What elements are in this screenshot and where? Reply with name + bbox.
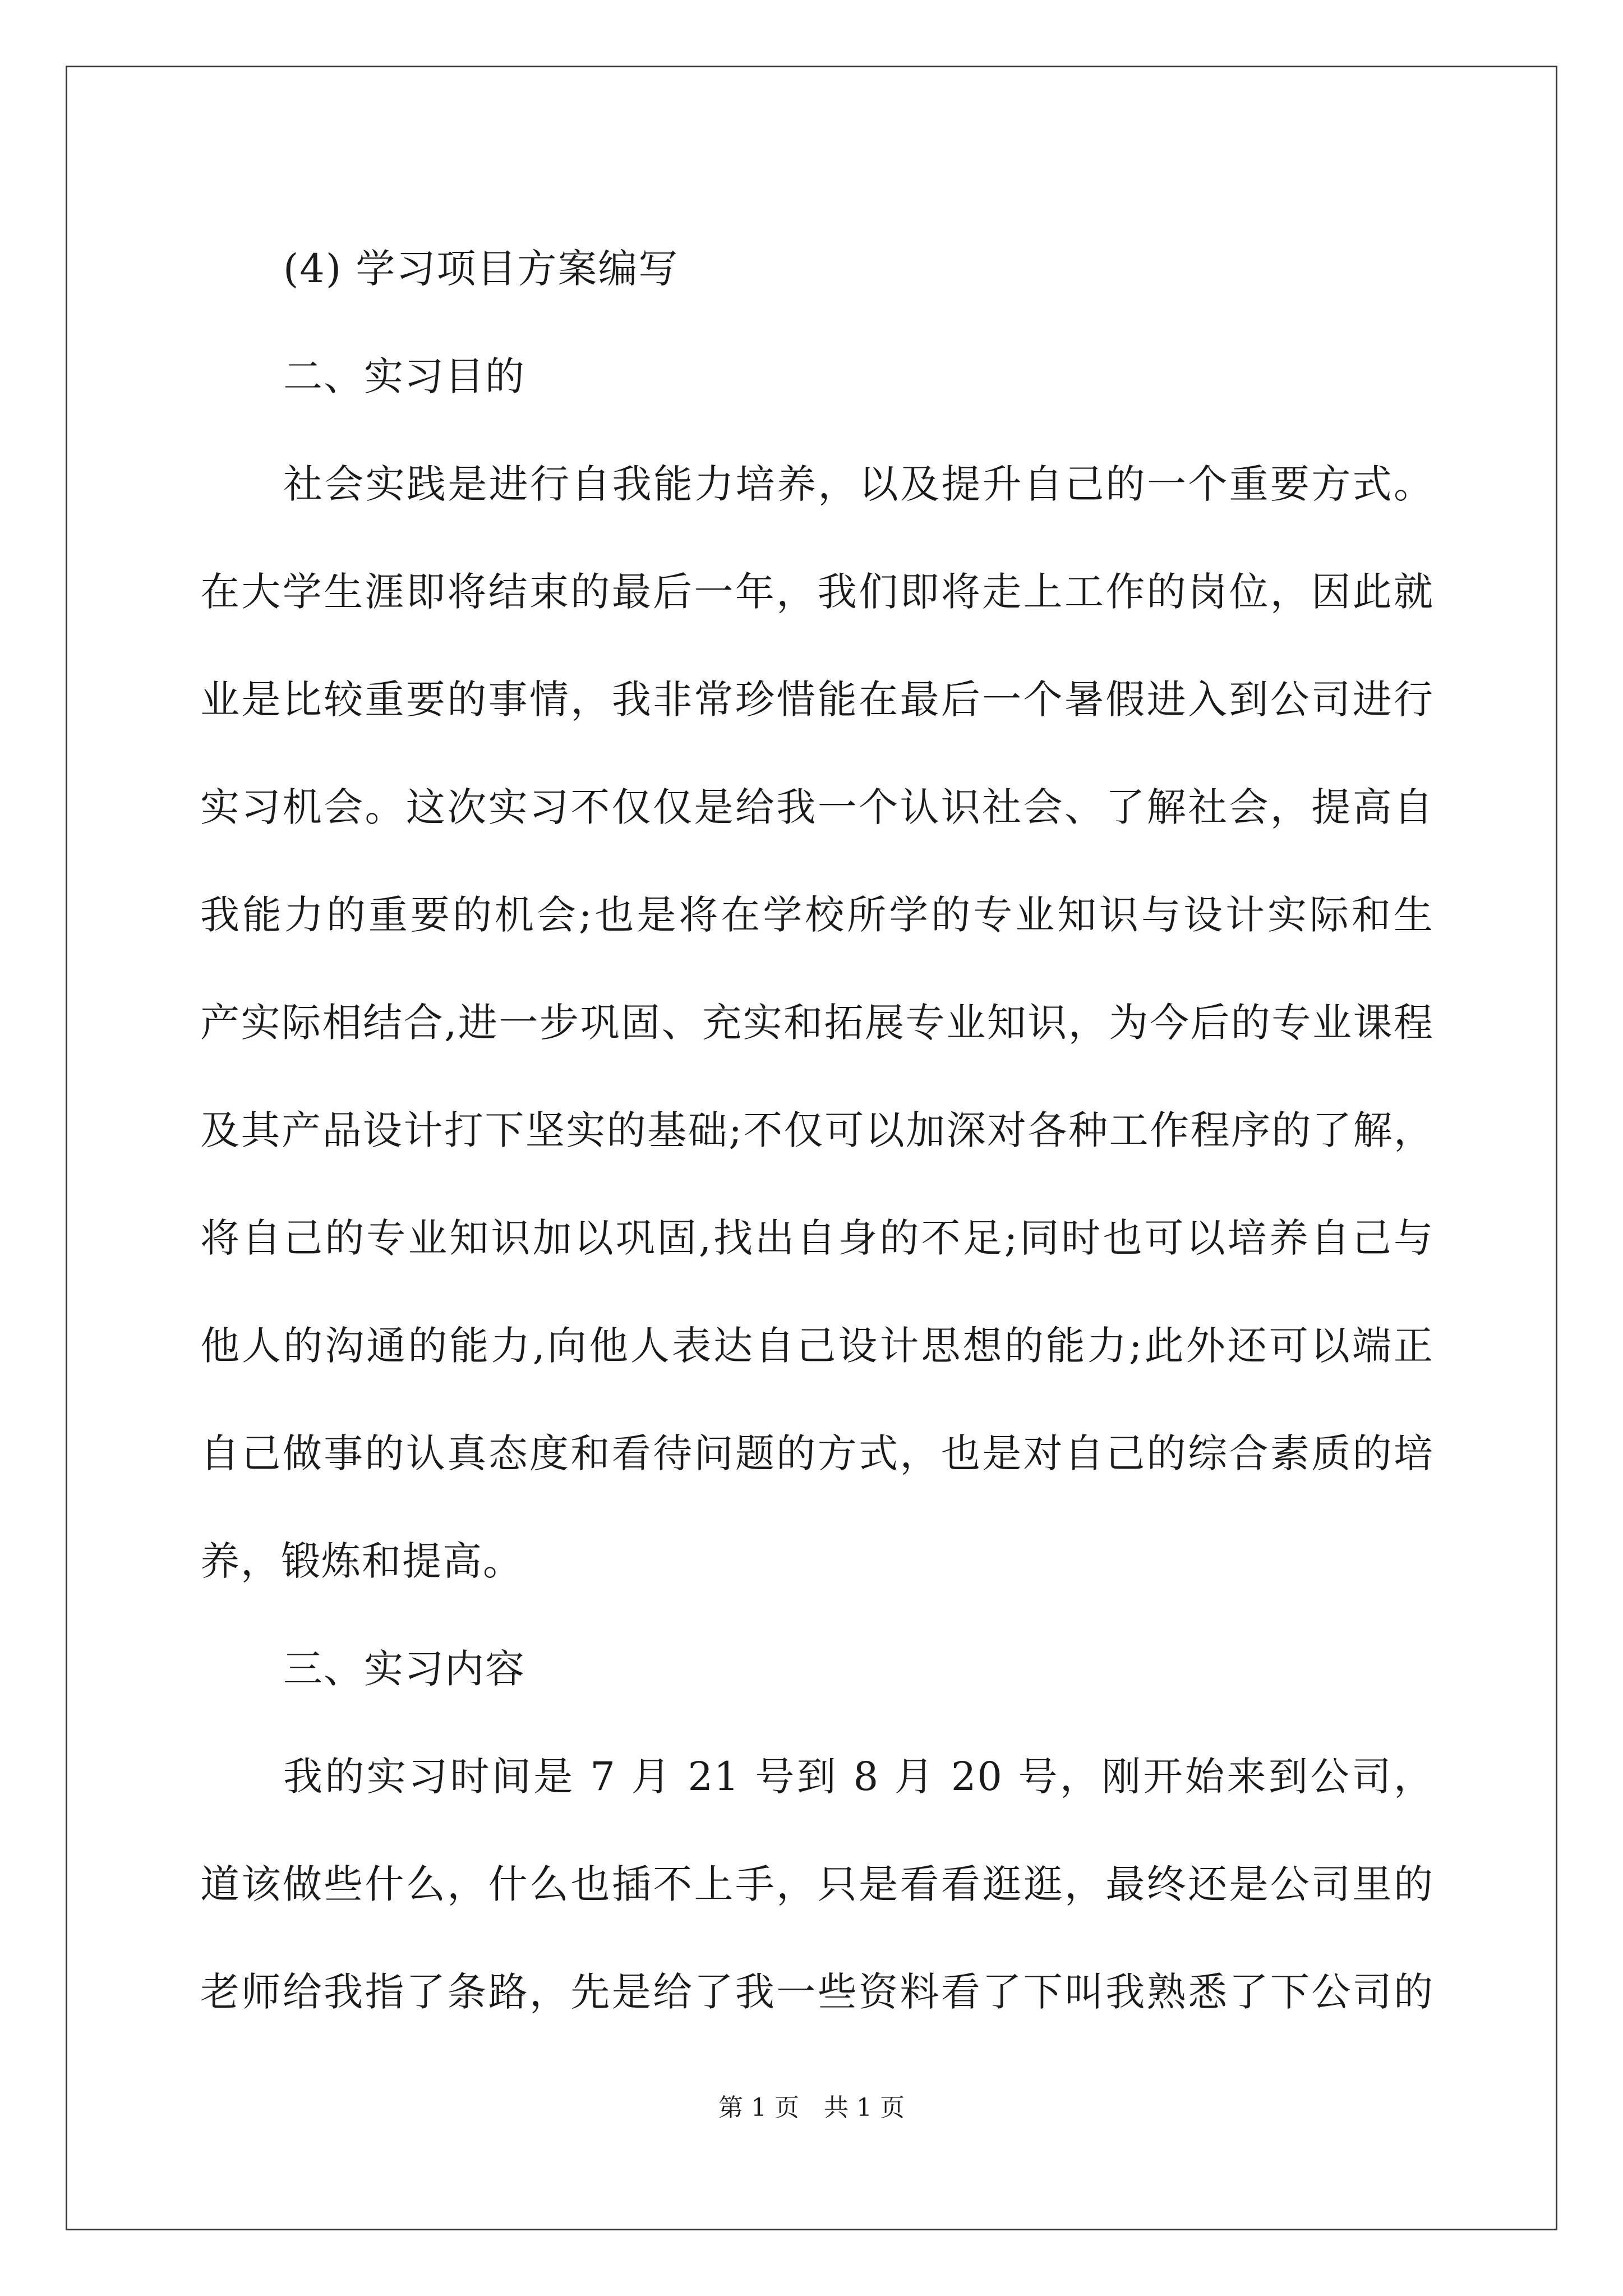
text-line: 他人的沟通的能力,向他人表达自己设计思想的能力;此外还可以端正 <box>200 1323 1434 1369</box>
text-line: 及其产品设计打下坚实的基础;不仅可以加深对各种工作程序的了解， <box>200 1107 1434 1153</box>
document-body <box>200 215 1434 2046</box>
text-line: 实习机会。这次实习不仅仅是给我一个认识社会、了解社会，提高自 <box>200 784 1434 830</box>
text-line: 自己做事的认真态度和看待问题的方式，也是对自己的综合素质的培 <box>200 1430 1434 1476</box>
text-line: 将自己的专业知识加以巩固,找出自身的不足;同时也可以培养自己与 <box>200 1215 1434 1261</box>
page-number-footer: 第 1 页 共 1 页 <box>718 2093 905 2122</box>
text-line: 老师给我指了条路，先是给了我一些资料看了下叫我熟悉了下公司的 <box>200 1969 1434 2015</box>
text-line: 产实际相结合,进一步巩固、充实和拓展专业知识，为今后的专业课程 <box>200 1000 1434 1046</box>
text-line: 业是比较重要的事情，我非常珍惜能在最后一个暑假进入到公司进行 <box>200 677 1434 723</box>
text-line: 我能力的重要的机会;也是将在学校所学的专业知识与设计实际和生 <box>200 892 1434 938</box>
text-line: 三、实习内容 <box>283 1646 525 1692</box>
text-line: 养，锻炼和提高。 <box>200 1538 523 1584</box>
text-line: 社会实践是进行自我能力培养，以及提升自己的一个重要方式。 <box>283 461 1434 507</box>
text-line: 我的实习时间是 7 月 21 号到 8 月 20 号，刚开始来到公司， <box>283 1754 1434 1800</box>
text-line: 道该做些什么，什么也插不上手，只是看看逛逛，最终还是公司里的 <box>200 1861 1434 1907</box>
text-line: 二、实习目的 <box>283 353 525 399</box>
text-line: (4) 学习项目方案编写 <box>283 246 679 292</box>
text-line: 在大学生涯即将结束的最后一年，我们即将走上工作的岗位，因此就 <box>200 569 1434 615</box>
